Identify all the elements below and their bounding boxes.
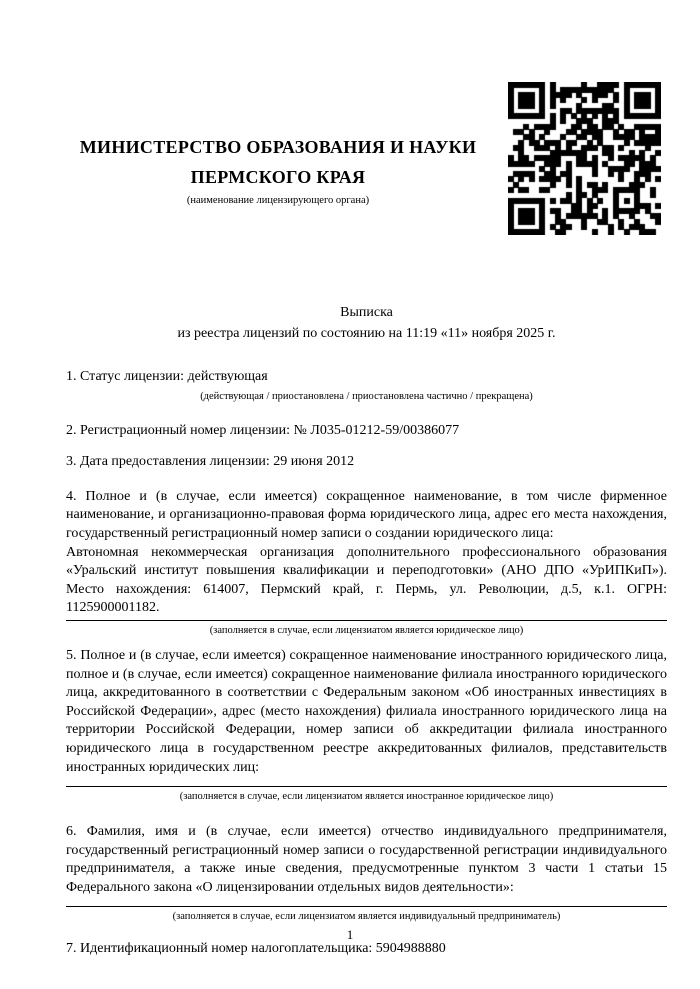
item-3-license-date	[66, 453, 667, 472]
item-text: 1. Статус лицензии: действующая	[66, 369, 268, 384]
qr-code-image	[508, 82, 661, 235]
item-4-legal-entity	[66, 488, 667, 637]
fill-in-line	[66, 620, 667, 621]
qr-code-icon	[508, 82, 661, 235]
item-1-license-status	[66, 368, 667, 403]
item-text: 3. Дата предоставления лицензии: 29 июня 2012	[66, 454, 355, 470]
license-items	[66, 368, 667, 959]
document-title	[66, 302, 667, 344]
fill-in-line	[66, 786, 667, 787]
document-body	[66, 302, 667, 959]
item-5-foreign-entity	[66, 647, 667, 803]
ministry-header	[56, 132, 500, 208]
licensing-authority-caption: (наименование лицензирующего органа)	[186, 195, 370, 206]
item-note: (заполняется в случае, если лицензиатом является иностранное юридическое лицо)	[179, 791, 554, 803]
item-text: 2. Регистрационный номер лицензии: № Л035-01212-59/00386077	[66, 422, 460, 438]
ministry-name-line2: ПЕРМСКОГО КРАЯ	[190, 167, 366, 187]
item-text: 4. Полное и (в случае, если имеется) сокращенное наименование, в том числе фирменное наименование, и организационно-правовая форма юридического лица, адрес его места нахождения, государственный регистрационный номер записи о создании юридического лица:	[66, 488, 667, 541]
item-7-taxpayer-number	[66, 940, 667, 959]
item-text: 7. Идентификационный номер налогоплательщика: 5904988880	[66, 941, 446, 957]
ministry-name-line1: МИНИСТЕРСТВО ОБРАЗОВАНИЯ И НАУКИ	[79, 137, 477, 157]
item-text: 6. Фамилия, имя и (в случае, если имеется) отчество индивидуального предпринимателя, государственный регистрационный номер записи о государственной регистрации индивидуального предпринимателя, а также иные сведения, предусмотренные пунктом 3 части 1 статьи 15 Федерального закона «О лицензировании отдельных видов деятельности»:	[66, 824, 667, 895]
item-note: (заполняется в случае, если лицензиатом является юридическое лицо)	[209, 624, 524, 636]
item-value: Автономная некоммерческая организация дополнительного профессионального образования «Уральский институт повышения квалификации и переподготовки» (АНО ДПО «УрИПКиП»). Место нахождения: 614007, Пермский край, г. Пермь, ул. Революции, д.5, к.1. ОГРН: 1125900001182.	[66, 544, 667, 616]
title-line2: из реестра лицензий по состоянию на 11:19 «11» ноября 2025 г.	[177, 326, 556, 341]
page-number: 1	[346, 927, 354, 942]
item-2-registration-number	[66, 422, 667, 441]
title-line1: Выписка	[340, 305, 393, 320]
item-text: 5. Полное и (в случае, если имеется) сокращенное наименование иностранного юридического лица, полное и (в случае, если имеется) сокращенное наименование филиала иностранного юридического лица, аккредитованного в соответствии с Федеральным законом «Об иностранных инвестициях в Российской Федерации», адрес (место нахождения) филиала иностранного юридического лица на территории Российской Федерации, номер записи об аккредитации филиала иностранного юридического лица в государственном реестре аккредитованных филиалов, представительств иностранных юридических лиц:	[66, 647, 667, 775]
item-note: (заполняется в случае, если лицензиатом является индивидуальный предприниматель)	[172, 911, 561, 923]
item-6-individual-entrepreneur	[66, 823, 667, 923]
item-note: (действующая / приостановлена / приостановлена частично / прекращена)	[200, 390, 533, 402]
fill-in-line	[66, 906, 667, 907]
